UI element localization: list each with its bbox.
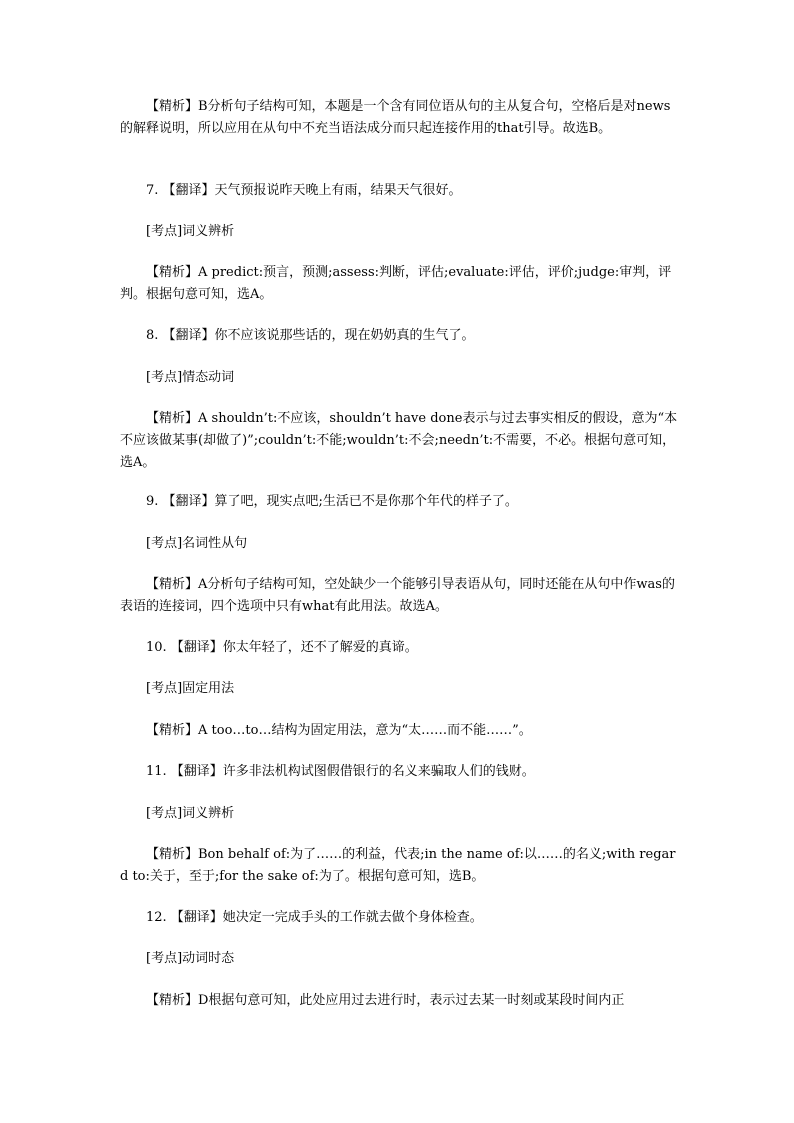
analysis-7 bbox=[120, 262, 680, 306]
analysis-8 bbox=[120, 408, 680, 474]
translation-text: 12. 【翻译】她决定一完成手头的工作就去做个身体检查。 bbox=[146, 910, 483, 925]
translation-text: 7. 【翻译】天气预报说昨天晚上有雨，结果天气很好。 bbox=[146, 183, 462, 198]
test-point-7 bbox=[120, 221, 680, 243]
analysis-text: 【精析】Bon behalf of:为了……的利益，代表;in the name of:以……的名义;with regard to:关于，至于;for the sake of:为了。根据句意可知，选B。 bbox=[120, 847, 676, 884]
analysis-text: 【精析】A too…to…结构为固定用法，意为“太……而不能……”。 bbox=[146, 723, 532, 738]
test-point-8 bbox=[120, 367, 680, 389]
analysis-11 bbox=[120, 844, 680, 888]
test-point-11 bbox=[120, 803, 680, 825]
analysis-text: 【精析】B分析句子结构可知，本题是一个含有同位语从句的主从复合句，空格后是对news的解释说明，所以应用在从句中不充当语法成分而只起连接作用的that引导。故选B。 bbox=[120, 99, 671, 136]
test-point-10 bbox=[120, 678, 680, 700]
test-point-text: [考点]固定用法 bbox=[146, 681, 235, 696]
test-point-12 bbox=[120, 948, 680, 970]
test-point-text: [考点]情态动词 bbox=[146, 370, 235, 385]
translation-7 bbox=[120, 180, 680, 202]
analysis-text: 【精析】A predict:预言，预测;assess:判断，评估;evaluate:评估，评价;judge:审判，评判。根据句意可知，选A。 bbox=[120, 265, 672, 302]
test-point-9 bbox=[120, 533, 680, 555]
test-point-text: [考点]词义辨析 bbox=[146, 806, 235, 821]
test-point-text: [考点]动词时态 bbox=[146, 951, 235, 966]
analysis-text: 【精析】D根据句意可知，此处应用过去进行时，表示过去某一时刻或某段时间内正 bbox=[146, 993, 625, 1008]
translation-12 bbox=[120, 907, 680, 929]
translation-11 bbox=[120, 761, 680, 783]
translation-10 bbox=[120, 637, 680, 659]
translation-9 bbox=[120, 491, 680, 513]
test-point-text: [考点]名词性从句 bbox=[146, 536, 248, 551]
analysis-paragraph bbox=[120, 96, 680, 140]
analysis-text: 【精析】A分析句子结构可知，空处缺少一个能够引导表语从句，同时还能在从句中作was的表语的连接词，四个选项中只有what有此用法。故选A。 bbox=[120, 577, 675, 614]
translation-8 bbox=[120, 325, 680, 347]
analysis-10 bbox=[120, 720, 680, 742]
translation-text: 9. 【翻译】算了吧，现实点吧;生活已不是你那个年代的样子了。 bbox=[146, 494, 518, 509]
translation-text: 10. 【翻译】你太年轻了，还不了解爱的真谛。 bbox=[146, 640, 418, 655]
analysis-9 bbox=[120, 574, 680, 618]
translation-text: 8. 【翻译】你不应该说那些话的，现在奶奶真的生气了。 bbox=[146, 328, 475, 343]
analysis-text: 【精析】A shouldn’t:不应该，shouldn’t have done表示与过去事实相反的假设，意为“本不应该做某事(却做了)”;couldn’t:不能;wouldn’t:不会;needn’t:不需要，不必。根据句意可知，选A。 bbox=[120, 411, 678, 470]
analysis-12 bbox=[120, 990, 680, 1012]
test-point-text: [考点]词义辨析 bbox=[146, 224, 235, 239]
translation-text: 11. 【翻译】许多非法机构试图假借银行的名义来骗取人们的钱财。 bbox=[146, 764, 535, 779]
